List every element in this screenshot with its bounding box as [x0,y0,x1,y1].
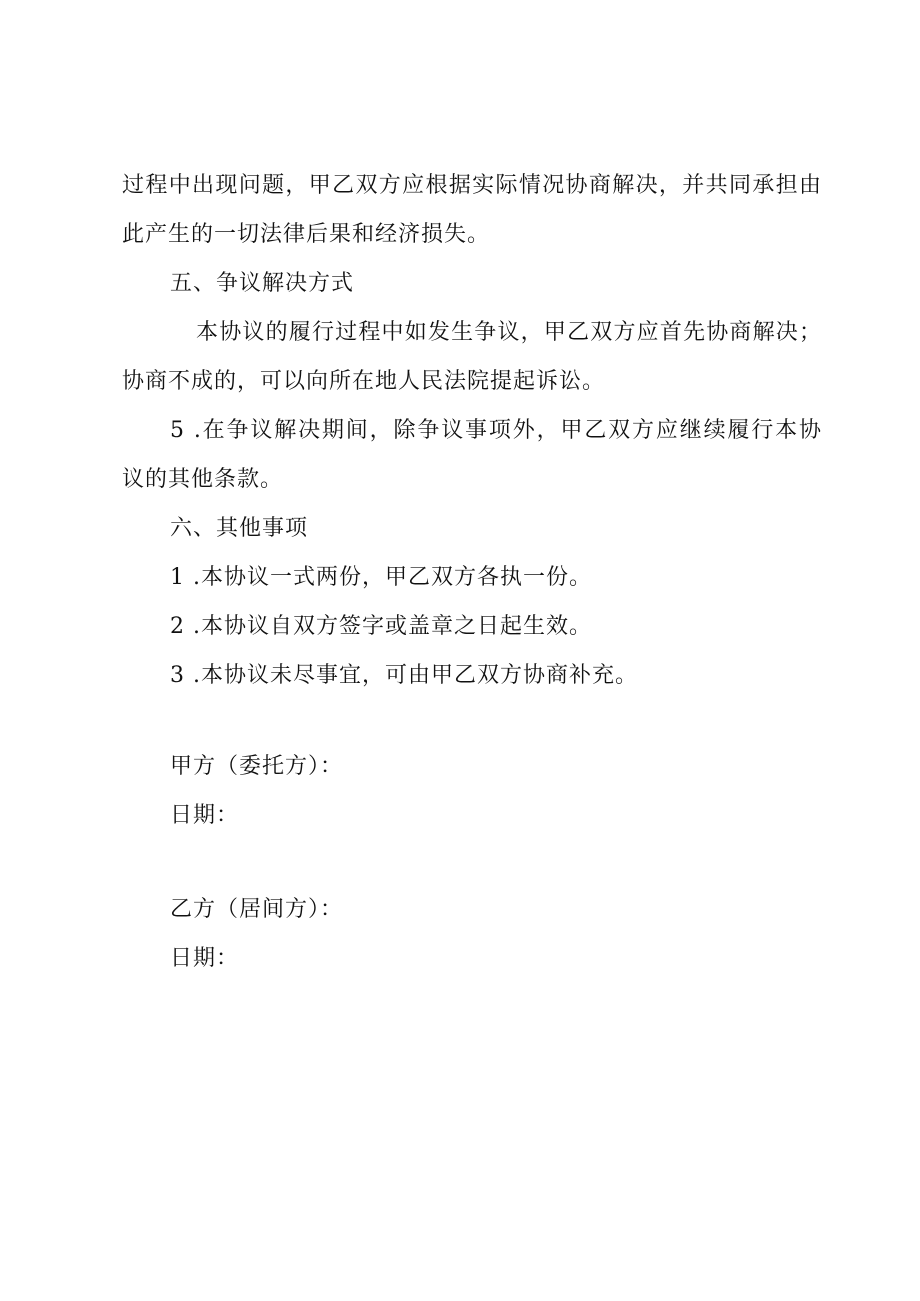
party-a-date: 日期： [170,803,240,828]
list-item: 2 .本协议自双方签字或盖章之日起生效。 [170,614,592,639]
section-heading: 五、争议解决方式 [170,271,355,296]
paragraph-line: 此产生的一切法律后果和经济损失。 [122,222,491,247]
paragraph-line: 本协议的履行过程中如发生争议，甲乙双方应首先协商解决； [196,320,822,345]
party-b-label: 乙方（居间方）： [170,897,344,922]
list-item: 3 .本协议未尽事宜，可由甲乙双方协商补充。 [170,663,638,688]
paragraph-line: 议的其他条款。 [122,467,284,492]
party-a-label: 甲方（委托方）： [170,754,344,779]
party-b-date: 日期： [170,946,240,971]
paragraph-line: 过程中出现问题，甲乙双方应根据实际情况协商解决，并共同承担由 [122,173,822,198]
list-item: 1 .本协议一式两份，甲乙双方各执一份。 [170,565,592,590]
section-heading: 六、其他事项 [170,516,309,541]
paragraph-line: 协商不成的，可以向所在地人民法院提起诉讼。 [122,369,606,394]
paragraph-line: 5 .在争议解决期间，除争议事项外，甲乙双方应继续履行本协 [170,418,822,443]
